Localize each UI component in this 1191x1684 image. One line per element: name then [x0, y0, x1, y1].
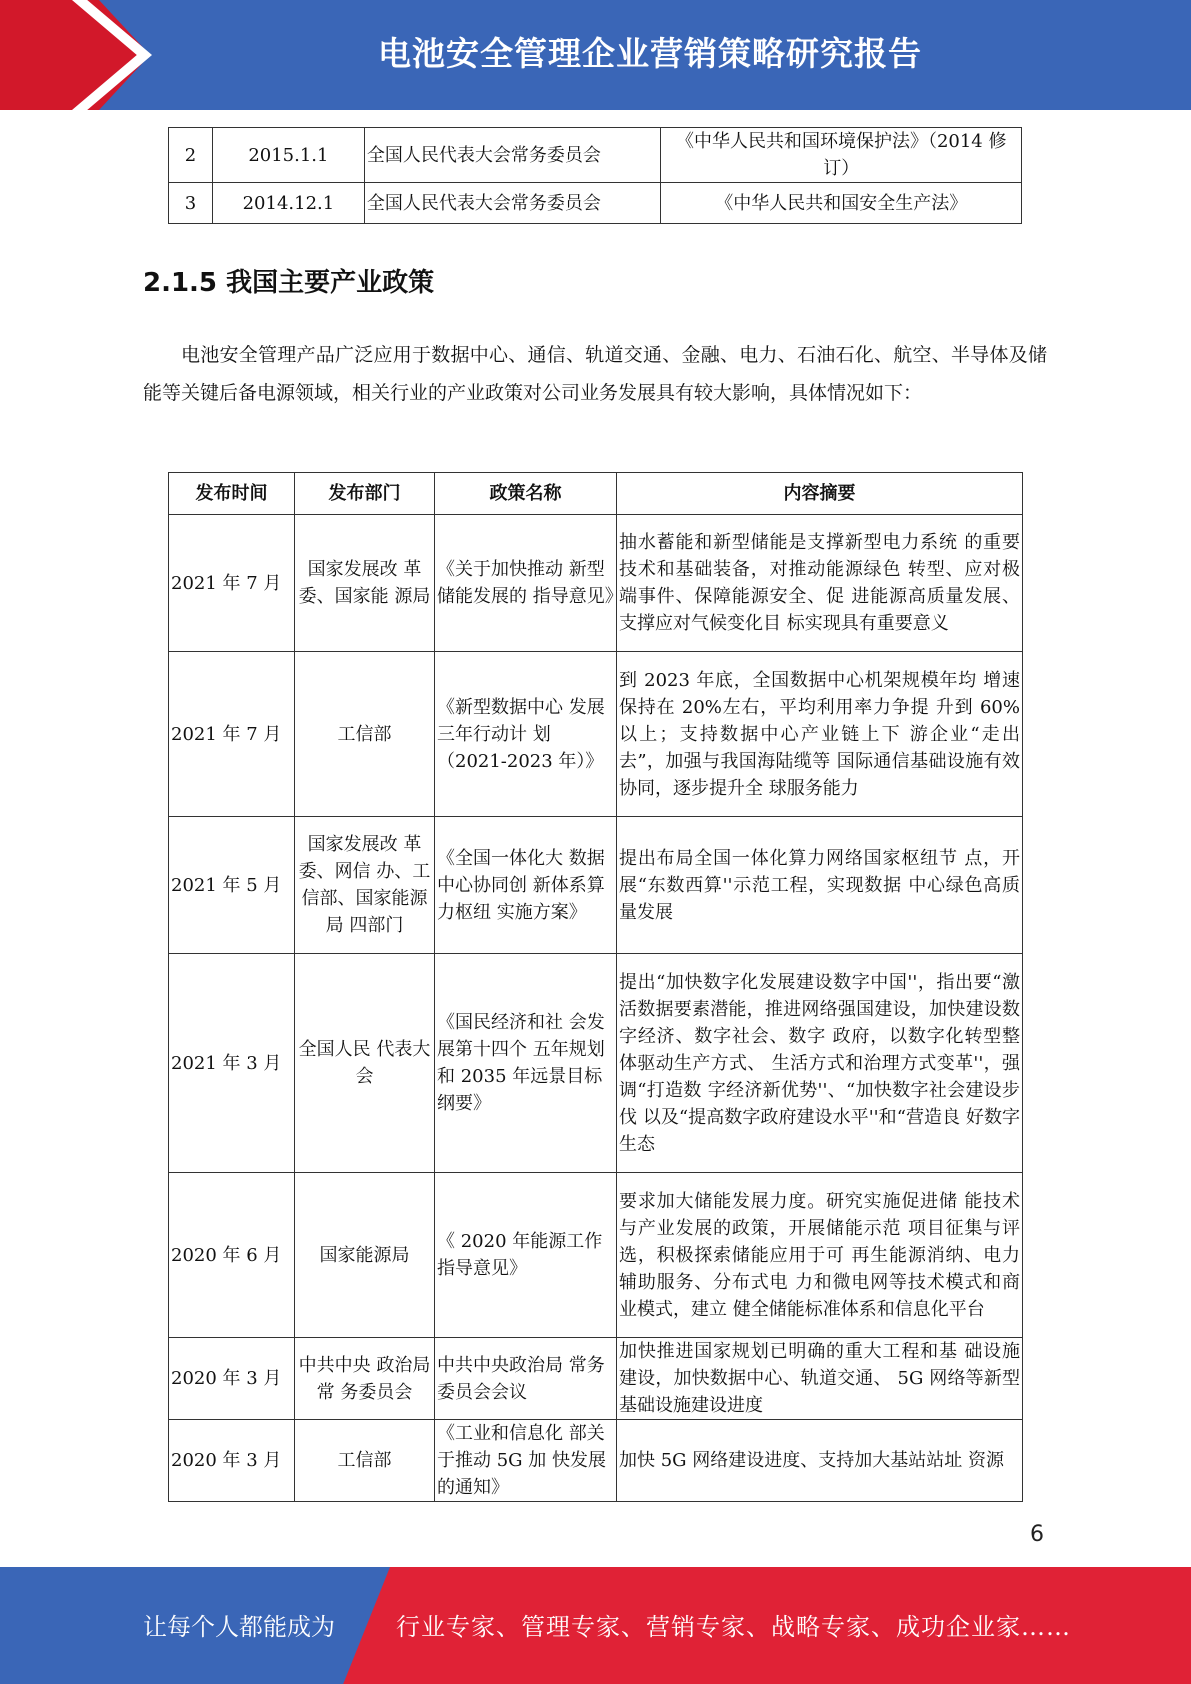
- table-row: [169, 183, 1022, 224]
- cell-summary: 要求加大储能发展力度。研究实施促进储 能技术与产业发展的政策，开展储能示范 项目征集与评选，积极探索储能应用于可 再生能源消纳、电力辅助服务、分布式电 力和微电网等技术模式和商业模式，建立 健全储能标准体系和信息化平台: [617, 1173, 1023, 1338]
- row-law-name: 《中华人民共和国安全生产法》: [661, 183, 1022, 224]
- table-row: [169, 515, 1023, 652]
- cell-date: 2020 年 3 月: [169, 1338, 295, 1420]
- report-title: 电池安全管理企业营销策略研究报告: [378, 34, 922, 73]
- cell-dept: 中共中央 政治局常 务委员会: [295, 1338, 435, 1420]
- row-dept: 全国人民代表大会常务委员会: [364, 128, 661, 183]
- intro-paragraph: 电池安全管理产品广泛应用于数据中心、通信、轨道交通、金融、电力、石油石化、航空、半导体及储能等关键后备电源领域，相关行业的产业政策对公司业务发展具有较大影响，具体情况如下：: [143, 344, 1047, 404]
- table-row: [169, 817, 1023, 954]
- page-footer: [0, 1567, 1191, 1684]
- section-heading: 2.1.5 我国主要产业政策: [143, 268, 435, 298]
- cell-summary: 提出布局全国一体化算力网络国家枢纽节 点，开展“东数西算''示范工程，实现数据 中心绿色高质量发展: [617, 817, 1023, 954]
- table-row: [169, 1173, 1023, 1338]
- row-number: 2: [169, 128, 213, 183]
- table-row: [169, 954, 1023, 1173]
- table-row: [169, 1338, 1023, 1420]
- header-policy: 政策名称: [435, 473, 617, 515]
- cell-policy: 《 2020 年能源工作指导意见》: [435, 1173, 617, 1338]
- cell-date: 2021 年 7 月: [169, 515, 295, 652]
- row-date: 2015.1.1: [212, 128, 364, 183]
- table-row: [169, 652, 1023, 817]
- page-header: [0, 0, 1191, 110]
- cell-dept: 国家发展改 革委、网信 办、工信部、国家能源局 四部门: [295, 817, 435, 954]
- cell-policy: 《国民经济和社 会发展第十四个 五年规划和 2035 年远景目标纲要》: [435, 954, 617, 1173]
- cell-date: 2021 年 7 月: [169, 652, 295, 817]
- cell-dept: 工信部: [295, 652, 435, 817]
- page-number: 6: [1030, 1522, 1044, 1547]
- cell-date: 2021 年 5 月: [169, 817, 295, 954]
- header-red-chevron: [0, 0, 150, 110]
- cell-summary: 到 2023 年底，全国数据中心机架规模年均 增速保持在 20%左右，平均利用率力争提 升到 60%以上；支持数据中心产业链上下 游企业“走出去”，加强与我国海陆缆等 国际通信基础设施有效协同，逐步提升全 球服务能力: [617, 652, 1023, 817]
- law-table: [168, 127, 1022, 224]
- cell-dept: 国家发展改 革委、国家能 源局: [295, 515, 435, 652]
- footer-slogan-right: 行业专家、管理专家、营销专家、战略专家、成功企业家……: [396, 1613, 1071, 1641]
- cell-date: 2021 年 3 月: [169, 954, 295, 1173]
- footer-slogan-left: 让每个人都能成为: [143, 1613, 335, 1641]
- policy-table: [168, 472, 1023, 1502]
- cell-date: 2020 年 6 月: [169, 1173, 295, 1338]
- row-number: 3: [169, 183, 213, 224]
- header-date: 发布时间: [169, 473, 295, 515]
- cell-policy: 《新型数据中心 发展三年行动计 划（2021-2023 年）》: [435, 652, 617, 817]
- cell-date: 2020 年 3 月: [169, 1420, 295, 1502]
- table-row: [169, 128, 1022, 183]
- table-row: [169, 1420, 1023, 1502]
- cell-summary: 加快推进国家规划已明确的重大工程和基 础设施建设，加快数据中心、轨道交通、 5G 网络等新型基础设施建设进度: [617, 1338, 1023, 1420]
- row-date: 2014.12.1: [212, 183, 364, 224]
- header-dept: 发布部门: [295, 473, 435, 515]
- table-header-row: [169, 473, 1023, 515]
- cell-dept: 全国人民 代表大会: [295, 954, 435, 1173]
- cell-policy: 《工业和信息化 部关于推动 5G 加 快发展的通知》: [435, 1420, 617, 1502]
- cell-policy: 《关于加快推动 新型储能发展的 指导意见》: [435, 515, 617, 652]
- header-summary: 内容摘要: [617, 473, 1023, 515]
- cell-policy: 中共中央政治局 常务委员会会议: [435, 1338, 617, 1420]
- cell-dept: 国家能源局: [295, 1173, 435, 1338]
- cell-policy: 《全国一体化大 数据中心协同创 新体系算力枢纽 实施方案》: [435, 817, 617, 954]
- row-dept: 全国人民代表大会常务委员会: [364, 183, 661, 224]
- cell-dept: 工信部: [295, 1420, 435, 1502]
- row-law-name: 《中华人民共和国环境保护法》（2014 修订）: [661, 128, 1022, 183]
- cell-summary: 加快 5G 网络建设进度、支持加大基站站址 资源: [617, 1420, 1023, 1502]
- cell-summary: 提出“加快数字化发展建设数字中国''，指出要“激活数据要素潜能，推进网络强国建设，加快建设数字经济、数字社会、数字 政府，以数字化转型整体驱动生产方式、 生活方式和治理方式变革''，强调“打造数 字经济新优势''、“加快数字社会建设步伐 以及“提高数字政府建设水平''和“营造良 好数字生态: [617, 954, 1023, 1173]
- cell-summary: 抽水蓄能和新型储能是支撑新型电力系统 的重要技术和基础装备，对推动能源绿色 转型、应对极端事件、保障能源安全、促 进能源高质量发展、支撑应对气候变化目 标实现具有重要意义: [617, 515, 1023, 652]
